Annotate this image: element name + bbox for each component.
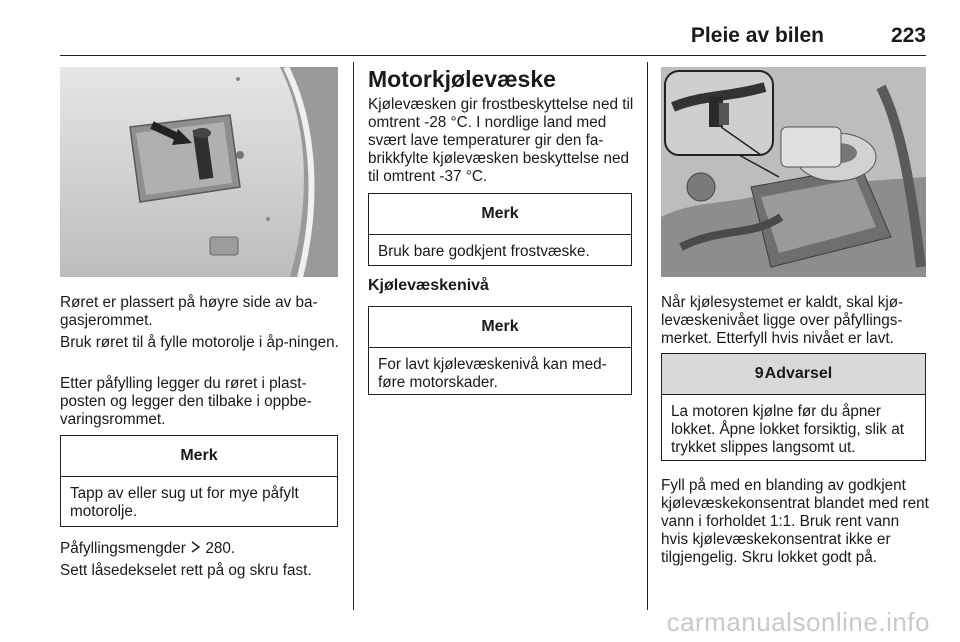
column-divider-1 (353, 62, 354, 610)
column-divider-2 (647, 62, 648, 610)
paragraph-after-filling: Etter påfylling legger du røret i plast-posten og legger den tilbake i oppbe-varingsrommet. (60, 375, 312, 428)
paragraph-fill-coolant: Fyll på med en blanding av godkjent kjølevæskekonsentrat blandet med rent vann i forholdet 1:1. Bruk rent vann hvis kjølevæskekonsentrat ikke er tilgjengelig. Skru lokket godt på. (661, 477, 929, 566)
warning-title: Advarsel (764, 365, 833, 382)
watermark: carmanualsonline.info (666, 607, 930, 637)
warning-header (662, 354, 925, 395)
warning-box (661, 353, 926, 461)
paragraph-fill-quantities (60, 540, 340, 558)
note-title: Merk (369, 194, 631, 235)
figure-engine-coolant-reservoir (661, 67, 926, 277)
note-text: For lavt kjølevæskenivå kan med-føre motorskader. (378, 356, 607, 391)
page-reference-link[interactable]: 280. (205, 540, 236, 557)
paragraph-coolant-level-check: Når kjølesystemet er kaldt, skal kjø-levæskenivået ligge over påfyllings-merket. Etterfyll hvis nivået er lavt. (661, 294, 904, 347)
warning-triangle-icon: 9 (754, 365, 764, 382)
paragraph-lock-cover: Sett låsedekselet rett på og skru fast. (60, 562, 312, 579)
page-header-title: Pleie av bilen (690, 24, 824, 47)
note-text: Tapp av eller sug ut for mye påfylt motorolje. (70, 485, 299, 520)
note-title: Merk (369, 307, 631, 348)
header-rule (60, 55, 926, 56)
paragraph-use-tube: Bruk røret til å fylle motorolje i åp-ningen. (60, 334, 339, 351)
engine-bay-illustration (661, 67, 926, 277)
page-number: 223 (890, 24, 926, 47)
warning-text: La motoren kjølne før du åpner lokket. Åpne lokket forsiktig, slik at trykket slippes langsomt ut. (671, 403, 904, 456)
note-box-oil (60, 435, 338, 527)
paragraph-tube-location: Røret er plassert på høyre side av ba-gasjerommet. (60, 294, 318, 329)
note-text: Bruk bare godkjent frostvæske. (378, 243, 590, 260)
fill-quantities-text: Påfyllingsmengder (60, 540, 186, 557)
figure-trunk-compartment (60, 67, 338, 277)
subheading-coolant-level: Kjølevæskenivå (368, 277, 489, 294)
note-box-antifreeze (368, 193, 632, 266)
paragraph-coolant-protection: Kjølevæsken gir frostbeskyttelse ned til omtrent -28 °C. I nordlige land med svært lave temperaturer gir den fa-brikkfylte kjølevæsken beskyttelse ned til omtrent -37 °C. (368, 96, 634, 185)
trunk-illustration (60, 67, 338, 277)
page-reference-icon (190, 540, 201, 558)
section-heading-coolant: Motorkjølevæske (368, 66, 556, 92)
note-box-coolant-level (368, 306, 632, 395)
note-title: Merk (61, 436, 337, 477)
